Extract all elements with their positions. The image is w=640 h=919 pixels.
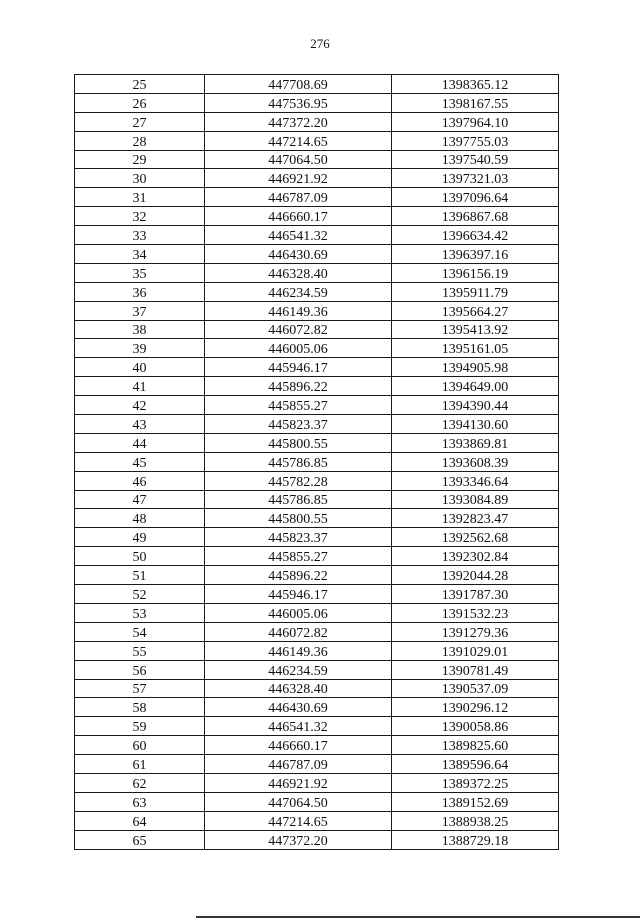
table-row xyxy=(75,585,559,604)
point-number-cell: 64 xyxy=(75,811,205,830)
table-row xyxy=(75,698,559,717)
table-row xyxy=(75,112,559,131)
x-coordinate-cell: 447214.65 xyxy=(205,131,392,150)
table-row xyxy=(75,245,559,264)
y-coordinate-cell: 1398167.55 xyxy=(392,93,559,112)
table-row xyxy=(75,377,559,396)
x-coordinate-cell: 446660.17 xyxy=(205,736,392,755)
x-coordinate-cell: 447064.50 xyxy=(205,150,392,169)
x-coordinate-cell: 445946.17 xyxy=(205,358,392,377)
point-number-cell: 54 xyxy=(75,622,205,641)
y-coordinate-cell: 1391787.30 xyxy=(392,585,559,604)
y-coordinate-cell: 1390296.12 xyxy=(392,698,559,717)
y-coordinate-cell: 1393869.81 xyxy=(392,433,559,452)
y-coordinate-cell: 1397096.64 xyxy=(392,188,559,207)
x-coordinate-cell: 445800.55 xyxy=(205,433,392,452)
y-coordinate-cell: 1396397.16 xyxy=(392,245,559,264)
point-number-cell: 29 xyxy=(75,150,205,169)
point-number-cell: 26 xyxy=(75,93,205,112)
coordinate-table-body xyxy=(75,75,559,850)
x-coordinate-cell: 445896.22 xyxy=(205,377,392,396)
x-coordinate-cell: 446328.40 xyxy=(205,679,392,698)
table-row xyxy=(75,150,559,169)
table-row xyxy=(75,811,559,830)
point-number-cell: 28 xyxy=(75,131,205,150)
table-row xyxy=(75,603,559,622)
point-number-cell: 57 xyxy=(75,679,205,698)
point-number-cell: 50 xyxy=(75,547,205,566)
x-coordinate-cell: 445800.55 xyxy=(205,509,392,528)
point-number-cell: 25 xyxy=(75,75,205,94)
point-number-cell: 62 xyxy=(75,773,205,792)
table-row xyxy=(75,75,559,94)
x-coordinate-cell: 446005.06 xyxy=(205,603,392,622)
y-coordinate-cell: 1398365.12 xyxy=(392,75,559,94)
y-coordinate-cell: 1391029.01 xyxy=(392,641,559,660)
y-coordinate-cell: 1391279.36 xyxy=(392,622,559,641)
table-row xyxy=(75,471,559,490)
y-coordinate-cell: 1392044.28 xyxy=(392,566,559,585)
point-number-cell: 39 xyxy=(75,339,205,358)
point-number-cell: 31 xyxy=(75,188,205,207)
y-coordinate-cell: 1393346.64 xyxy=(392,471,559,490)
point-number-cell: 59 xyxy=(75,717,205,736)
x-coordinate-cell: 445823.37 xyxy=(205,528,392,547)
point-number-cell: 53 xyxy=(75,603,205,622)
y-coordinate-cell: 1390058.86 xyxy=(392,717,559,736)
x-coordinate-cell: 445855.27 xyxy=(205,547,392,566)
point-number-cell: 38 xyxy=(75,320,205,339)
point-number-cell: 51 xyxy=(75,566,205,585)
x-coordinate-cell: 446541.32 xyxy=(205,717,392,736)
y-coordinate-cell: 1395911.79 xyxy=(392,282,559,301)
table-row xyxy=(75,207,559,226)
table-row xyxy=(75,528,559,547)
point-number-cell: 55 xyxy=(75,641,205,660)
point-number-cell: 56 xyxy=(75,660,205,679)
y-coordinate-cell: 1396634.42 xyxy=(392,226,559,245)
x-coordinate-cell: 445946.17 xyxy=(205,585,392,604)
y-coordinate-cell: 1393608.39 xyxy=(392,452,559,471)
point-number-cell: 27 xyxy=(75,112,205,131)
point-number-cell: 32 xyxy=(75,207,205,226)
table-row xyxy=(75,736,559,755)
table-row xyxy=(75,773,559,792)
table-row xyxy=(75,660,559,679)
x-coordinate-cell: 447064.50 xyxy=(205,792,392,811)
table-row xyxy=(75,830,559,849)
point-number-cell: 52 xyxy=(75,585,205,604)
point-number-cell: 35 xyxy=(75,263,205,282)
table-row xyxy=(75,433,559,452)
point-number-cell: 60 xyxy=(75,736,205,755)
table-row xyxy=(75,131,559,150)
table-row xyxy=(75,396,559,415)
point-number-cell: 47 xyxy=(75,490,205,509)
table-row xyxy=(75,679,559,698)
y-coordinate-cell: 1397755.03 xyxy=(392,131,559,150)
y-coordinate-cell: 1388729.18 xyxy=(392,830,559,849)
point-number-cell: 65 xyxy=(75,830,205,849)
coordinate-table xyxy=(74,74,559,850)
bottom-rule xyxy=(196,916,640,918)
y-coordinate-cell: 1397321.03 xyxy=(392,169,559,188)
table-row xyxy=(75,566,559,585)
table-row xyxy=(75,490,559,509)
table-row xyxy=(75,339,559,358)
x-coordinate-cell: 447708.69 xyxy=(205,75,392,94)
y-coordinate-cell: 1390537.09 xyxy=(392,679,559,698)
point-number-cell: 37 xyxy=(75,301,205,320)
y-coordinate-cell: 1389372.25 xyxy=(392,773,559,792)
table-row xyxy=(75,755,559,774)
point-number-cell: 41 xyxy=(75,377,205,396)
table-row xyxy=(75,282,559,301)
x-coordinate-cell: 445896.22 xyxy=(205,566,392,585)
point-number-cell: 46 xyxy=(75,471,205,490)
table-row xyxy=(75,641,559,660)
y-coordinate-cell: 1397964.10 xyxy=(392,112,559,131)
y-coordinate-cell: 1392562.68 xyxy=(392,528,559,547)
table-row xyxy=(75,301,559,320)
y-coordinate-cell: 1392302.84 xyxy=(392,547,559,566)
table-row xyxy=(75,547,559,566)
y-coordinate-cell: 1389596.64 xyxy=(392,755,559,774)
x-coordinate-cell: 447372.20 xyxy=(205,112,392,131)
x-coordinate-cell: 445782.28 xyxy=(205,471,392,490)
y-coordinate-cell: 1396156.19 xyxy=(392,263,559,282)
point-number-cell: 58 xyxy=(75,698,205,717)
x-coordinate-cell: 446921.92 xyxy=(205,169,392,188)
y-coordinate-cell: 1394390.44 xyxy=(392,396,559,415)
table-row xyxy=(75,792,559,811)
point-number-cell: 36 xyxy=(75,282,205,301)
y-coordinate-cell: 1393084.89 xyxy=(392,490,559,509)
table-row xyxy=(75,452,559,471)
x-coordinate-cell: 446149.36 xyxy=(205,641,392,660)
table-row xyxy=(75,263,559,282)
y-coordinate-cell: 1394649.00 xyxy=(392,377,559,396)
table-row xyxy=(75,415,559,434)
point-number-cell: 49 xyxy=(75,528,205,547)
y-coordinate-cell: 1389152.69 xyxy=(392,792,559,811)
point-number-cell: 33 xyxy=(75,226,205,245)
y-coordinate-cell: 1396867.68 xyxy=(392,207,559,226)
point-number-cell: 42 xyxy=(75,396,205,415)
x-coordinate-cell: 446787.09 xyxy=(205,755,392,774)
x-coordinate-cell: 445823.37 xyxy=(205,415,392,434)
y-coordinate-cell: 1388938.25 xyxy=(392,811,559,830)
page-number: 276 xyxy=(310,36,330,51)
table-row xyxy=(75,320,559,339)
y-coordinate-cell: 1394905.98 xyxy=(392,358,559,377)
x-coordinate-cell: 446149.36 xyxy=(205,301,392,320)
x-coordinate-cell: 445786.85 xyxy=(205,490,392,509)
x-coordinate-cell: 446072.82 xyxy=(205,622,392,641)
point-number-cell: 44 xyxy=(75,433,205,452)
point-number-cell: 63 xyxy=(75,792,205,811)
point-number-cell: 48 xyxy=(75,509,205,528)
x-coordinate-cell: 446005.06 xyxy=(205,339,392,358)
table-row xyxy=(75,169,559,188)
table-row xyxy=(75,509,559,528)
point-number-cell: 40 xyxy=(75,358,205,377)
y-coordinate-cell: 1395413.92 xyxy=(392,320,559,339)
x-coordinate-cell: 446541.32 xyxy=(205,226,392,245)
x-coordinate-cell: 446660.17 xyxy=(205,207,392,226)
x-coordinate-cell: 445855.27 xyxy=(205,396,392,415)
y-coordinate-cell: 1395664.27 xyxy=(392,301,559,320)
y-coordinate-cell: 1390781.49 xyxy=(392,660,559,679)
table-row xyxy=(75,93,559,112)
point-number-cell: 43 xyxy=(75,415,205,434)
x-coordinate-cell: 447214.65 xyxy=(205,811,392,830)
y-coordinate-cell: 1394130.60 xyxy=(392,415,559,434)
y-coordinate-cell: 1392823.47 xyxy=(392,509,559,528)
x-coordinate-cell: 446072.82 xyxy=(205,320,392,339)
table-row xyxy=(75,717,559,736)
table-row xyxy=(75,358,559,377)
point-number-cell: 30 xyxy=(75,169,205,188)
x-coordinate-cell: 446234.59 xyxy=(205,282,392,301)
x-coordinate-cell: 447372.20 xyxy=(205,830,392,849)
x-coordinate-cell: 446787.09 xyxy=(205,188,392,207)
y-coordinate-cell: 1391532.23 xyxy=(392,603,559,622)
x-coordinate-cell: 446234.59 xyxy=(205,660,392,679)
table-row xyxy=(75,622,559,641)
y-coordinate-cell: 1395161.05 xyxy=(392,339,559,358)
y-coordinate-cell: 1397540.59 xyxy=(392,150,559,169)
y-coordinate-cell: 1389825.60 xyxy=(392,736,559,755)
x-coordinate-cell: 447536.95 xyxy=(205,93,392,112)
x-coordinate-cell: 446430.69 xyxy=(205,245,392,264)
table-row xyxy=(75,226,559,245)
x-coordinate-cell: 446921.92 xyxy=(205,773,392,792)
point-number-cell: 34 xyxy=(75,245,205,264)
x-coordinate-cell: 445786.85 xyxy=(205,452,392,471)
x-coordinate-cell: 446328.40 xyxy=(205,263,392,282)
point-number-cell: 61 xyxy=(75,755,205,774)
x-coordinate-cell: 446430.69 xyxy=(205,698,392,717)
table-row xyxy=(75,188,559,207)
point-number-cell: 45 xyxy=(75,452,205,471)
